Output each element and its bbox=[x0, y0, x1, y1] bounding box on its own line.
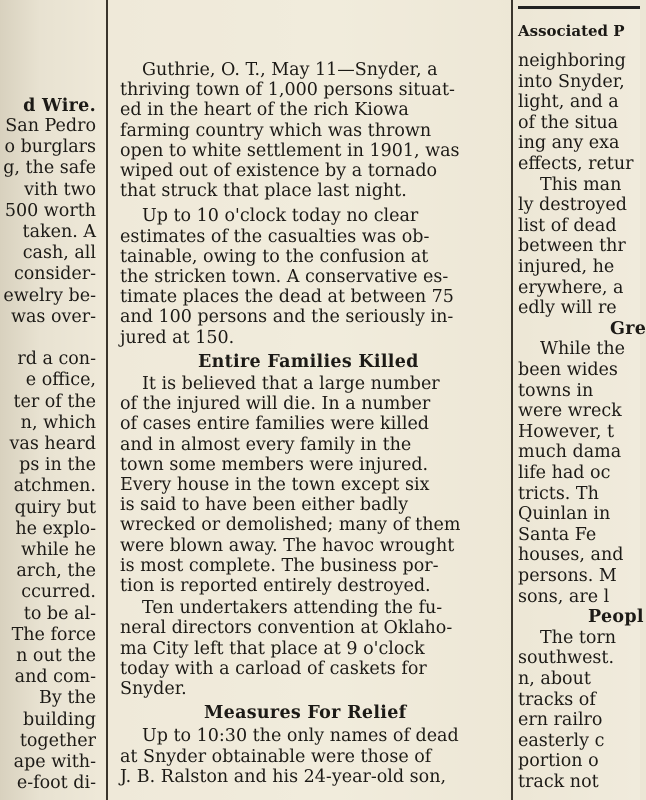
left-column-line: The force bbox=[11, 624, 96, 645]
paragraph-line: estimates of the casualties was ob- bbox=[120, 226, 430, 247]
paragraph-line: the stricken town. A conservative es- bbox=[120, 267, 449, 287]
left-column-line: was over- bbox=[10, 306, 96, 327]
right-column-line: ly destroyed bbox=[518, 195, 627, 216]
paragraph-line: were blown away. The havoc wrought bbox=[120, 535, 455, 556]
paragraph-line: of cases entire families were killed bbox=[120, 414, 430, 435]
column-rule-left bbox=[106, 0, 108, 800]
right-column-line: list of dead bbox=[518, 215, 617, 236]
paragraph-line: neral directors convention at Oklaho- bbox=[120, 618, 453, 639]
right-column-line: houses, and bbox=[518, 545, 624, 566]
paragraph-line: Guthrie, O. T., May 11—Snyder, a bbox=[142, 60, 438, 80]
right-column-line: were wreck bbox=[518, 401, 622, 422]
right-column-line: track not bbox=[518, 772, 599, 792]
paragraph-line: farming country which was thrown bbox=[120, 120, 432, 141]
left-column-line: building bbox=[23, 709, 96, 730]
column-rule-right bbox=[511, 0, 513, 800]
right-column-line: tracks of bbox=[518, 689, 596, 710]
paragraph-line: town some members were injured. bbox=[120, 454, 429, 475]
right-column-line: between thr bbox=[518, 236, 626, 257]
left-column-line: ter of the bbox=[13, 391, 96, 412]
right-column-line: n, about bbox=[518, 669, 591, 689]
left-column-line: e office, bbox=[25, 370, 96, 391]
left-column-line: g, the safe bbox=[3, 158, 96, 179]
right-column-line: much dama bbox=[518, 442, 622, 463]
left-column-line: rd a con- bbox=[17, 349, 96, 370]
right-column-line: While the bbox=[540, 339, 626, 360]
right-column-line: Quinlan in bbox=[518, 504, 611, 525]
right-column-line: southwest. bbox=[518, 648, 615, 669]
right-column bbox=[518, 0, 646, 800]
right-column-line: portion o bbox=[518, 751, 599, 772]
left-column-line: while he bbox=[21, 540, 96, 560]
paragraph-line: Up to 10:30 the only names of dead bbox=[142, 726, 459, 747]
left-column-line: e-foot di- bbox=[16, 773, 96, 794]
left-column-line: ccurred. bbox=[21, 582, 96, 603]
center-column bbox=[118, 0, 504, 800]
left-column-line: taken. A bbox=[22, 222, 96, 242]
right-column-line: Santa Fe bbox=[518, 524, 597, 545]
left-column-line: San Pedro bbox=[5, 116, 96, 136]
left-column-line: d Wire. bbox=[23, 96, 96, 116]
paragraph-line: thriving town of 1,000 persons situat- bbox=[120, 80, 455, 101]
paragraph-line: Ten undertakers attending the fu- bbox=[142, 598, 443, 619]
right-column-line: injured, he bbox=[518, 257, 615, 277]
paragraph-line: Snyder. bbox=[120, 679, 187, 699]
right-column-line: tricts. Th bbox=[518, 483, 599, 504]
paragraph-line: wiped out of existence by a tornado bbox=[120, 161, 438, 181]
paragraph-line: tainable, owing to the confusion at bbox=[120, 246, 429, 267]
paragraph-line: It is believed that a large number bbox=[142, 374, 440, 394]
section-heading: Entire Families Killed bbox=[198, 351, 419, 372]
right-column-line: erywhere, a bbox=[518, 277, 624, 298]
right-column-line: ern railro bbox=[518, 710, 603, 731]
left-column-line: he explo- bbox=[15, 518, 96, 539]
left-column-line: n, which bbox=[20, 412, 96, 433]
right-column-line: edly will re bbox=[518, 298, 617, 319]
left-column-line: n out the bbox=[16, 646, 96, 666]
section-heading: Measures For Relief bbox=[204, 703, 407, 724]
left-column-line: o burglars bbox=[4, 137, 96, 158]
left-column-line: 500 worth bbox=[4, 200, 96, 221]
right-column-line: However, t bbox=[518, 421, 614, 442]
paragraph-line: of the injured will die. In a number bbox=[120, 394, 431, 415]
left-column-line: vith two bbox=[24, 179, 96, 200]
right-column-line: sons, are l bbox=[518, 586, 610, 607]
right-column-line: easterly c bbox=[518, 730, 605, 751]
paragraph-line: is said to have been either badly bbox=[120, 495, 409, 516]
paragraph-line: today with a carload of caskets for bbox=[120, 658, 427, 679]
section-heading: Peopl bbox=[588, 607, 644, 628]
right-column-line: The torn bbox=[540, 627, 617, 648]
paragraph-line: that struck that place last night. bbox=[120, 181, 407, 202]
paragraph-line: ed in the heart of the rich Kiowa bbox=[120, 100, 409, 121]
paragraph-line: tion is reported entirely destroyed. bbox=[120, 576, 431, 596]
right-column-line: neighboring bbox=[518, 51, 626, 71]
left-column-line: cash, all bbox=[22, 243, 96, 264]
right-column-line: into Snyder, bbox=[518, 71, 625, 92]
left-column-line: and com- bbox=[14, 667, 96, 688]
paragraph-line: Every house in the town except six bbox=[120, 475, 430, 495]
left-column-line: vas heard bbox=[9, 434, 96, 454]
right-column-line: ing any exa bbox=[518, 133, 620, 154]
left-column-line: arch, the bbox=[16, 561, 96, 582]
left-column-line: atchmen. bbox=[13, 476, 96, 497]
paragraph-line: Up to 10 o'clock today no clear bbox=[142, 206, 419, 227]
paragraph-line: jured at 150. bbox=[120, 327, 235, 348]
left-column-line: quiry but bbox=[14, 497, 96, 518]
section-heading: Gre bbox=[610, 318, 646, 339]
paragraph-line: is most complete. The business por- bbox=[120, 555, 439, 576]
left-column-line: to be al- bbox=[23, 603, 96, 624]
right-column-line: of the situa bbox=[518, 112, 619, 133]
associated-press-label: Associated P bbox=[518, 22, 625, 40]
paragraph-line: J. B. Ralston and his 24-year-old son, bbox=[120, 766, 447, 787]
right-column-line: light, and a bbox=[518, 92, 619, 113]
right-column-line: This man bbox=[540, 174, 622, 195]
left-column-line: ape with- bbox=[13, 752, 96, 772]
left-column bbox=[0, 0, 104, 800]
right-column-line: towns in bbox=[518, 380, 594, 401]
paragraph-line: and 100 persons and the seriously in- bbox=[120, 307, 454, 328]
left-column-line: By the bbox=[39, 688, 96, 709]
left-column-line: together bbox=[19, 730, 96, 751]
right-column-line: life had oc bbox=[518, 463, 611, 483]
right-column-line: persons. M bbox=[518, 566, 617, 586]
left-column-line: ps in the bbox=[19, 455, 96, 476]
paragraph-line: at Snyder obtainable were those of bbox=[120, 746, 432, 767]
paragraph-line: and in almost every family in the bbox=[120, 434, 412, 455]
paragraph-line: ma City left that place at 9 o'clock bbox=[120, 638, 425, 659]
paragraph-line: open to white settlement in 1901, was bbox=[120, 140, 460, 161]
paragraph-line: wrecked or demolished; many of them bbox=[120, 515, 461, 536]
paragraph-line: timate places the dead at between 75 bbox=[120, 287, 454, 308]
right-column-line: been wides bbox=[518, 360, 618, 380]
right-column-line: effects, retur bbox=[518, 154, 634, 174]
left-column-line: consider- bbox=[13, 264, 96, 285]
left-column-line: ewelry be- bbox=[3, 285, 96, 306]
